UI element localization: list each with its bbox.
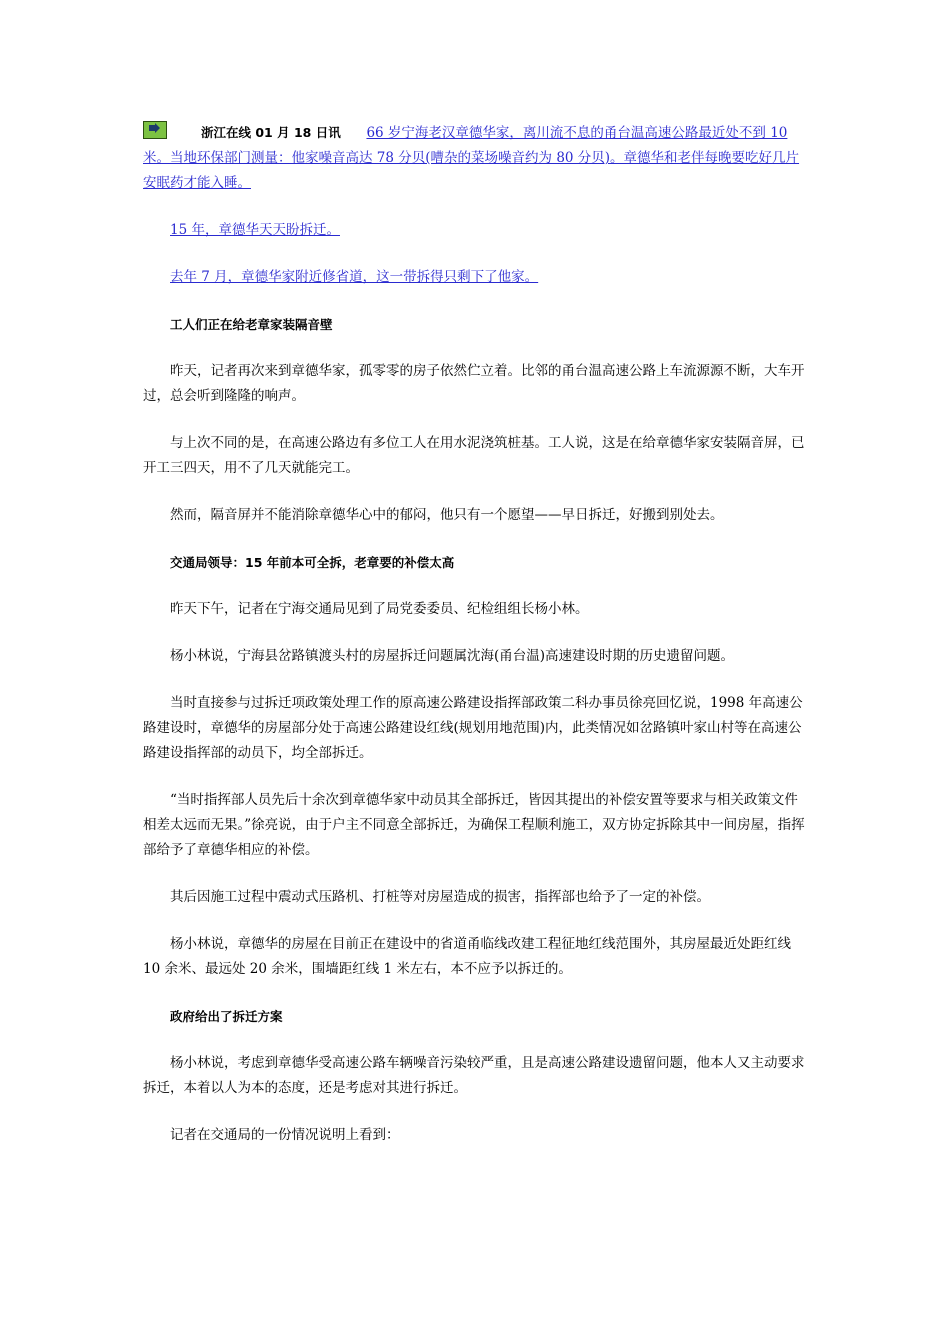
source-label: 浙江在线 01 月 18 日讯 [201,125,341,140]
section-heading-2: 交通局领导：15 年前本可全拆，老章要的补偿太高 [170,555,455,570]
lead-paragraph [143,120,808,196]
section-heading-3: 政府给出了拆迁方案 [170,1009,283,1024]
paragraph: 与上次不同的是，在高速公路边有多位工人在用水泥浇筑桩基。工人说，这是在给章德华家安装隔音屏，已开工三四天，用不了几天就能完工。 [143,435,805,476]
link-3[interactable]: 去年 7 月，章德华家附近修省道，这一带拆得只剩下了他家。 [170,269,539,285]
paragraph: 然而，隔音屏并不能消除章德华心中的郁闷，他只有一个愿望——早日拆迁，好搬到别处去。 [170,507,724,523]
section-heading-1: 工人们正在给老章家装隔音壁 [170,317,333,332]
paragraph: 杨小林说，考虑到章德华受高速公路车辆噪音污染较严重，且是高速公路建设遗留问题，他本人又主动要求拆迁，本着以人为本的态度，还是考虑对其进行拆迁。 [143,1055,805,1096]
paragraph: 杨小林说，宁海县岔路镇渡头村的房屋拆迁问题属沈海(甬台温)高速建设时期的历史遗留问题。 [170,648,735,664]
article-body [143,120,808,1170]
link-2[interactable]: 15 年，章德华天天盼拆迁。 [170,222,340,238]
paragraph: 其后因施工过程中震动式压路机、打桩等对房屋造成的损害，指挥部也给予了一定的补偿。 [170,889,710,905]
link-paragraph-3 [143,265,808,290]
arrow-icon [143,121,167,139]
paragraph: 昨天下午，记者在宁海交通局见到了局党委委员、纪检组组长杨小林。 [170,601,589,617]
paragraph: “当时指挥部人员先后十余次到章德华家中动员其全部拆迁，皆因其提出的补偿安置等要求与相关政策文件相差太远而无果。”徐亮说，由于户主不同意全部拆迁，为确保工程顺利施工，双方协定拆除其中一间房屋，指挥部给予了章德华相应的补偿。 [143,792,805,858]
paragraph: 记者在交通局的一份情况说明上看到： [170,1127,400,1143]
paragraph: 当时直接参与过拆迁项政策处理工作的原高速公路建设指挥部政策二科办事员徐亮回忆说，1998 年高速公路建设时，章德华的房屋部分处于高速公路建设红线(规划用地范围)内，此类情况如岔路镇叶家山村等在高速公路建设指挥部的动员下，均全部拆迁。 [143,695,803,761]
link-paragraph-2 [143,218,808,243]
paragraph: 杨小林说，章德华的房屋在目前正在建设中的省道甬临线改建工程征地红线范围外，其房屋最近处距红线 10 余米、最远处 20 余米，围墙距红线 1 米左右，本不应予以拆迁的。 [143,936,791,977]
lead-link[interactable]: 66 岁宁海老汉章德华家，离川流不息的甬台温高速公路最近处不到 10 米。当地环保部门测量：他家噪音高达 78 分贝(嘈杂的菜场噪音约为 80 分贝)。章德华和老伴每晚要吃好几片安眠药才能入睡。 [143,125,800,191]
paragraph: 昨天，记者再次来到章德华家，孤零零的房子依然伫立着。比邻的甬台温高速公路上车流源源不断，大车开过，总会听到隆隆的响声。 [143,363,805,404]
